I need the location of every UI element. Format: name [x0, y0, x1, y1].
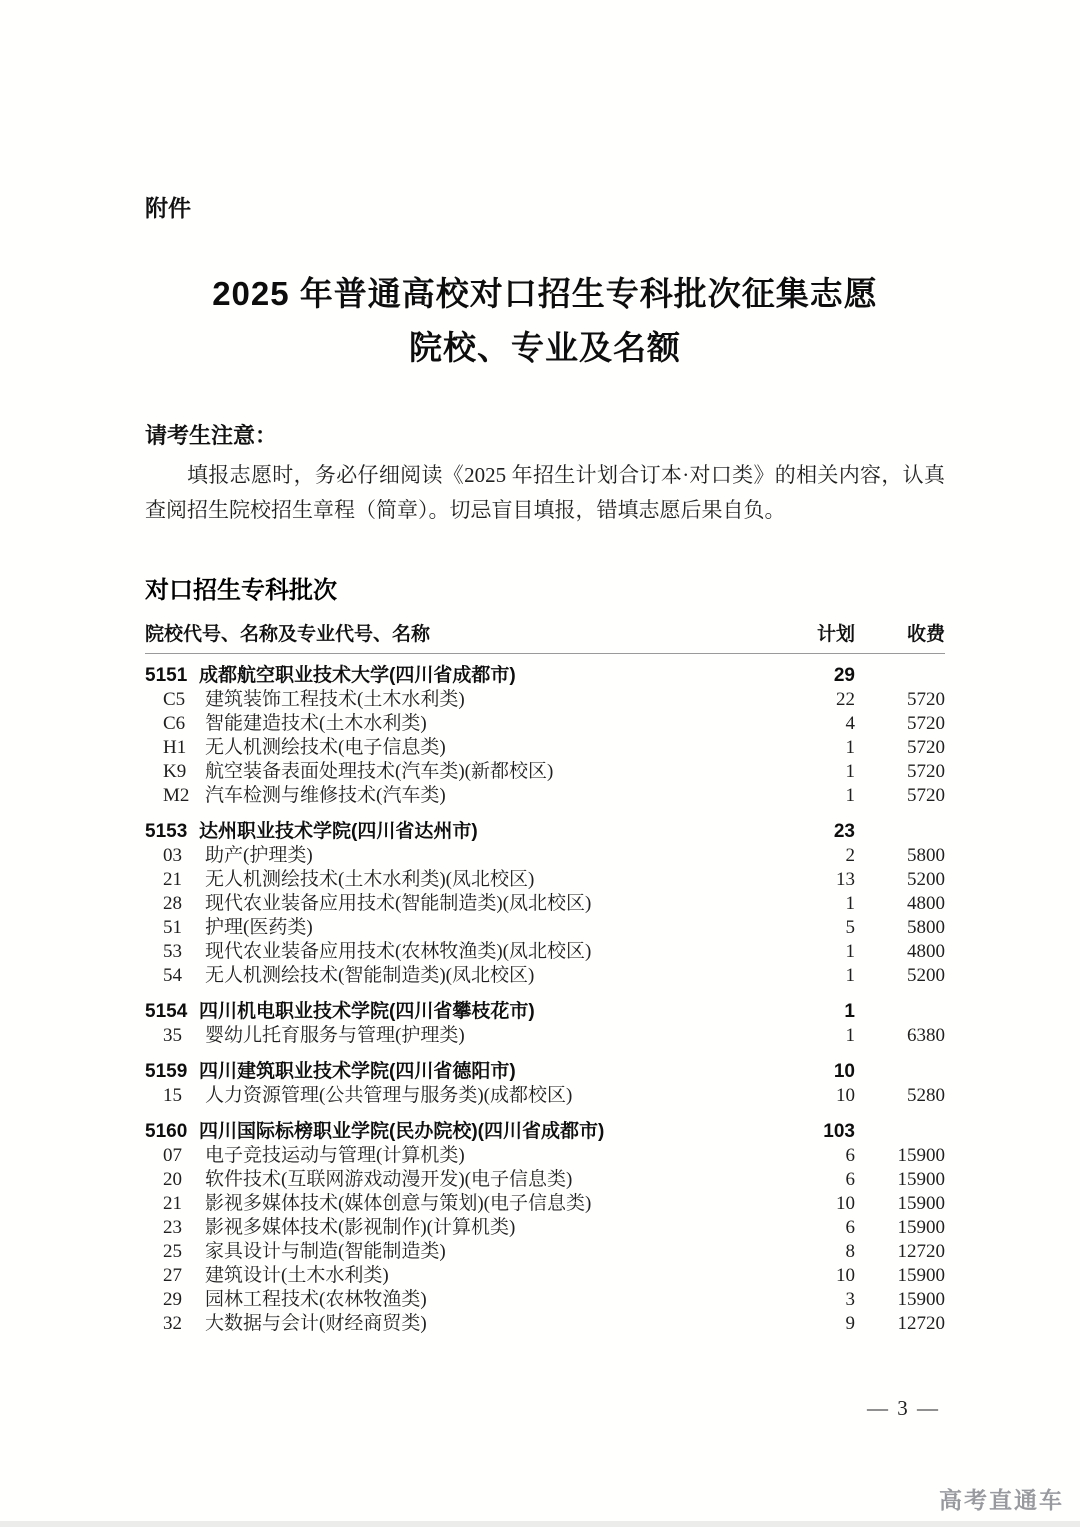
batch-section-title: 对口招生专科批次	[145, 577, 337, 604]
notice-body: 填报志愿时，务必仔细阅读《2025 年招生计划合订本·对口类》的相关内容，认真查阅招生院校招生章程（简章）。切忌盲目填报，错填志愿后果自负。	[145, 463, 945, 522]
major-name: 智能建造技术(土木水利类)	[205, 713, 427, 734]
school-plan: 29	[833, 665, 855, 686]
major-plan: 4	[845, 713, 855, 734]
major-code: 53	[163, 941, 182, 962]
major-row	[145, 784, 945, 808]
major-fee: 15900	[897, 1193, 945, 1214]
major-fee: 15900	[897, 1169, 945, 1190]
major-code: 21	[163, 869, 182, 890]
major-code: C6	[163, 713, 186, 734]
major-row	[145, 1144, 945, 1168]
major-plan: 1	[845, 785, 855, 806]
major-plan: 10	[836, 1193, 855, 1214]
school-name: 达州职业技术学院(四川省达州市)	[199, 821, 478, 842]
major-code: 23	[163, 1217, 182, 1238]
major-row	[145, 1084, 945, 1108]
major-fee: 5720	[907, 737, 945, 758]
major-plan: 6	[845, 1145, 855, 1166]
table-header-row	[145, 619, 945, 654]
school-row	[145, 1000, 945, 1024]
major-plan: 8	[845, 1241, 855, 1262]
major-row	[145, 712, 945, 736]
school-name: 四川机电职业技术学院(四川省攀枝花市)	[199, 1001, 535, 1022]
major-code: 35	[163, 1025, 182, 1046]
major-row	[145, 1240, 945, 1264]
major-plan: 6	[845, 1217, 855, 1238]
notice-section	[145, 419, 945, 528]
major-code: 21	[163, 1193, 182, 1214]
major-code: 51	[163, 917, 182, 938]
major-plan: 3	[845, 1289, 855, 1310]
major-fee: 5200	[907, 869, 945, 890]
table-body	[145, 664, 945, 1336]
notice-heading: 请考生注意：	[145, 423, 278, 448]
page-bottom-edge	[0, 1521, 1080, 1527]
major-plan: 13	[836, 869, 855, 890]
school-plan: 1	[844, 1001, 855, 1022]
major-code: 32	[163, 1313, 182, 1334]
major-name: 软件技术(互联网游戏动漫开发)(电子信息类)	[205, 1169, 573, 1190]
major-code: K9	[163, 761, 187, 782]
major-name: 建筑装饰工程技术(土木水利类)	[205, 689, 465, 710]
major-fee: 5280	[907, 1085, 945, 1106]
major-plan: 5	[845, 917, 855, 938]
major-fee: 15900	[897, 1217, 945, 1238]
school-code: 5151	[145, 665, 188, 686]
major-name: 影视多媒体技术(媒体创意与策划)(电子信息类)	[205, 1193, 592, 1214]
major-code: 15	[163, 1085, 182, 1106]
major-code: 29	[163, 1289, 182, 1310]
major-fee: 12720	[897, 1313, 945, 1334]
major-row	[145, 760, 945, 784]
major-fee: 5720	[907, 689, 945, 710]
major-row	[145, 868, 945, 892]
major-name: 园林工程技术(农林牧渔类)	[205, 1289, 427, 1310]
major-row	[145, 892, 945, 916]
major-row	[145, 1024, 945, 1048]
school-row	[145, 1060, 945, 1084]
major-row	[145, 688, 945, 712]
school-code: 5154	[145, 1001, 188, 1022]
major-plan: 1	[845, 761, 855, 782]
major-plan: 9	[845, 1313, 855, 1334]
school-row	[145, 1120, 945, 1144]
major-fee: 6380	[907, 1025, 945, 1046]
major-fee: 5800	[907, 917, 945, 938]
major-plan: 6	[845, 1169, 855, 1190]
major-row	[145, 1168, 945, 1192]
major-name: 无人机测绘技术(土木水利类)(凤北校区)	[205, 869, 535, 890]
major-fee: 15900	[897, 1289, 945, 1310]
major-fee: 5720	[907, 713, 945, 734]
major-plan: 1	[845, 965, 855, 986]
major-row	[145, 844, 945, 868]
school-code: 5159	[145, 1061, 188, 1082]
major-row	[145, 1312, 945, 1336]
major-name: 现代农业装备应用技术(智能制造类)(凤北校区)	[205, 893, 592, 914]
major-plan: 1	[845, 1025, 855, 1046]
major-name: 大数据与会计(财经商贸类)	[205, 1313, 427, 1334]
school-row	[145, 820, 945, 844]
major-code: 54	[163, 965, 182, 986]
major-code: 27	[163, 1265, 182, 1286]
document-title-line-2: 院校、专业及名额	[409, 329, 681, 366]
major-row	[145, 964, 945, 988]
major-code: H1	[163, 737, 187, 758]
major-name: 建筑设计(土木水利类)	[205, 1265, 389, 1286]
major-code: C5	[163, 689, 186, 710]
major-name: 无人机测绘技术(智能制造类)(凤北校区)	[205, 965, 535, 986]
major-plan: 1	[845, 941, 855, 962]
major-fee: 4800	[907, 941, 945, 962]
school-plan: 10	[833, 1061, 855, 1082]
watermark: 高考直通车	[939, 1487, 1064, 1513]
major-fee: 5720	[907, 761, 945, 782]
major-code: 28	[163, 893, 182, 914]
major-code: 25	[163, 1241, 182, 1262]
major-row	[145, 940, 945, 964]
major-fee: 12720	[897, 1241, 945, 1262]
major-plan: 1	[845, 893, 855, 914]
school-code: 5160	[145, 1121, 188, 1142]
school-name: 四川建筑职业技术学院(四川省德阳市)	[199, 1061, 516, 1082]
major-name: 护理(医药类)	[205, 917, 313, 938]
page-number: — 3 —	[867, 1396, 940, 1420]
attachment-label: 附件	[145, 195, 191, 221]
major-fee: 5720	[907, 785, 945, 806]
school-plan: 103	[823, 1121, 855, 1142]
major-fee: 5800	[907, 845, 945, 866]
major-name: 影视多媒体技术(影视制作)(计算机类)	[205, 1217, 516, 1238]
major-name: 汽车检测与维修技术(汽车类)	[205, 785, 446, 806]
school-name: 四川国际标榜职业学院(民办院校)(四川省成都市)	[199, 1121, 605, 1142]
major-fee: 15900	[897, 1145, 945, 1166]
column-header-plan: 计划	[816, 624, 855, 645]
major-row	[145, 1288, 945, 1312]
major-code: 20	[163, 1169, 182, 1190]
major-code: 03	[163, 845, 182, 866]
major-row	[145, 1264, 945, 1288]
major-code: M2	[163, 785, 190, 806]
major-plan: 10	[836, 1265, 855, 1286]
column-header-school-major: 院校代号、名称及专业代号、名称	[145, 624, 431, 645]
major-row	[145, 1216, 945, 1240]
major-name: 婴幼儿托育服务与管理(护理类)	[205, 1025, 465, 1046]
document-title-line-1: 2025 年普通高校对口招生专科批次征集志愿	[212, 275, 878, 312]
school-code: 5153	[145, 821, 188, 842]
major-plan: 22	[836, 689, 855, 710]
major-fee: 15900	[897, 1265, 945, 1286]
major-plan: 1	[845, 737, 855, 758]
school-plan: 23	[833, 821, 855, 842]
major-fee: 5200	[907, 965, 945, 986]
major-code: 07	[163, 1145, 182, 1166]
major-row	[145, 916, 945, 940]
major-fee: 4800	[907, 893, 945, 914]
major-name: 电子竞技运动与管理(计算机类)	[205, 1145, 465, 1166]
document-title	[145, 267, 945, 375]
column-header-fee: 收费	[906, 624, 945, 645]
major-plan: 10	[836, 1085, 855, 1106]
major-name: 无人机测绘技术(电子信息类)	[205, 737, 446, 758]
school-row	[145, 664, 945, 688]
major-name: 助产(护理类)	[205, 845, 313, 866]
major-name: 家具设计与制造(智能制造类)	[205, 1241, 446, 1262]
major-row	[145, 736, 945, 760]
major-name: 人力资源管理(公共管理与服务类)(成都校区)	[205, 1085, 573, 1106]
major-name: 航空装备表面处理技术(汽车类)(新都校区)	[205, 761, 554, 782]
major-row	[145, 1192, 945, 1216]
school-name: 成都航空职业技术大学(四川省成都市)	[199, 665, 516, 686]
major-name: 现代农业装备应用技术(农林牧渔类)(凤北校区)	[205, 941, 592, 962]
major-plan: 2	[845, 845, 855, 866]
